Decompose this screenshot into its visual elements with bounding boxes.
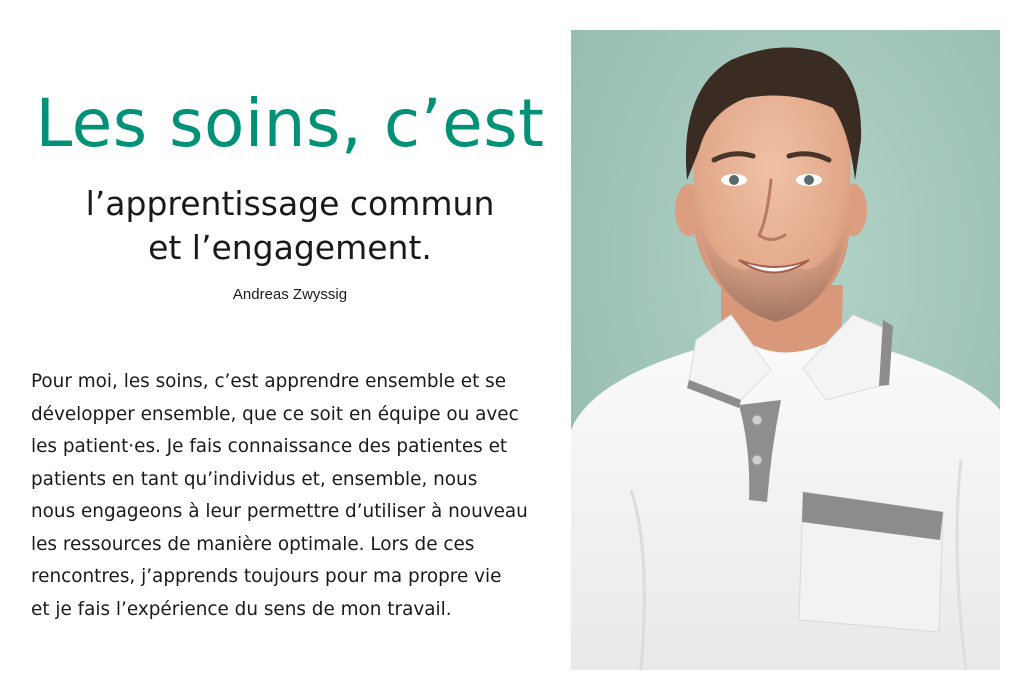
quote-line: les patient·es. Je fais connaissance des patientes et — [31, 436, 508, 457]
portrait-photo — [571, 30, 1000, 670]
quote-line: nous engageons à leur permettre d’utiliser à nouveau — [31, 501, 528, 522]
subheadline — [20, 182, 560, 270]
headline: Les soins, c’est — [35, 85, 545, 162]
subheadline-line-1: l’apprentissage commun — [85, 184, 495, 223]
quote-line: Pour moi, les soins, c’est apprendre ensemble et se — [31, 371, 507, 392]
quote-text — [31, 366, 566, 626]
subheadline-line-2: et l’engagement. — [148, 228, 432, 267]
quote-line: rencontres, j’apprends toujours pour ma propre vie — [31, 566, 502, 587]
author-name: Andreas Zwyssig — [232, 286, 348, 303]
portrait-illustration — [571, 30, 1000, 670]
quote-line: et je fais l’expérience du sens de mon travail. — [31, 598, 452, 620]
quote-line: patients en tant qu’individus et, ensemble, nous — [31, 468, 478, 490]
quote-line: les ressources de manière optimale. Lors de ces — [31, 533, 475, 555]
quote-line: développer ensemble, que ce soit en équipe ou avec — [31, 403, 519, 425]
